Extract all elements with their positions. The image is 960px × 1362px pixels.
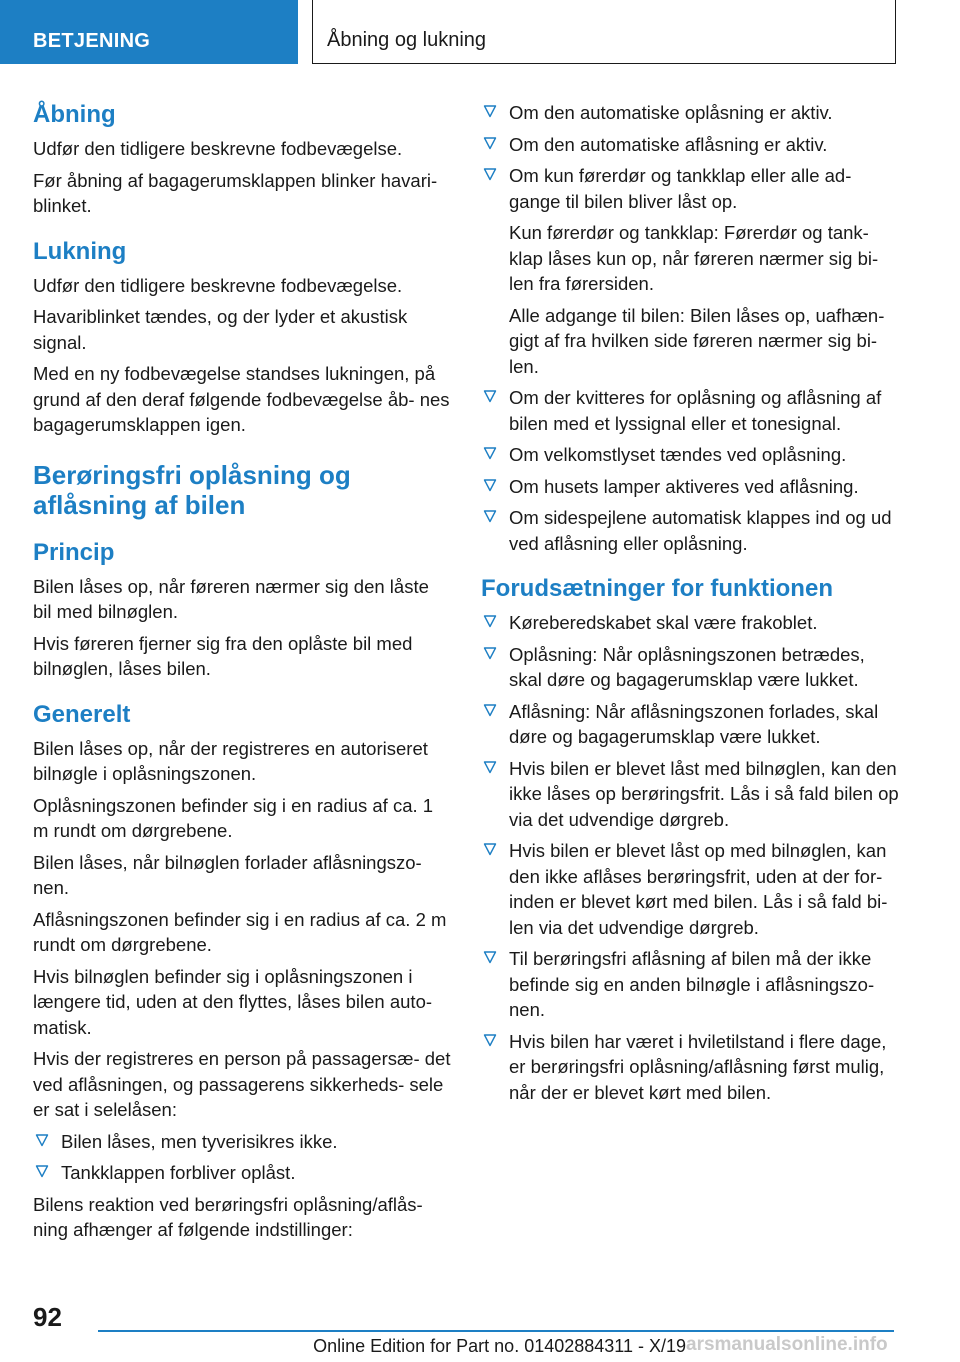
heading-forudsaetninger: Forudsætninger for funktionen — [481, 575, 833, 602]
paragraph: Oplåsningszonen befinder sig i en radius af ca. 1 m rundt om dørgrebene. — [33, 794, 434, 841]
list-item — [481, 838, 899, 940]
triangle-bullet-icon — [35, 1164, 49, 1178]
list-item-text: Hvis bilen er blevet låst med bilnøglen, kan den ikke låses op berøringsfrit. Lås i så fald bilen op via det udvendige dørgreb. — [509, 757, 899, 830]
right-column — [481, 100, 899, 1111]
list-item — [481, 756, 899, 833]
list-item — [481, 699, 899, 750]
triangle-bullet-icon — [483, 104, 497, 118]
list-item — [481, 1029, 899, 1106]
triangle-bullet-icon — [35, 1133, 49, 1147]
paragraph: Med en ny fodbevægelse standses lukningen, på grund af den deraf følgende fodbevægelse åb- nes bagagerumsklappen igen. — [33, 363, 450, 435]
list-item — [481, 385, 899, 436]
page-number: 92 — [33, 1302, 62, 1332]
footer-divider — [98, 1330, 894, 1332]
list-item — [481, 163, 899, 214]
heading-aabning: Åbning — [33, 101, 116, 128]
triangle-bullet-icon — [483, 389, 497, 403]
list-item — [481, 505, 899, 556]
footer-edition: Online Edition for Part no. 01402884311 - X/19 — [313, 1336, 686, 1356]
list-item-text: Hvis bilen har været i hviletilstand i flere dage, er berøringsfri oplåsning/aflåsning først mulig, når der er blevet kørt med bilen. — [509, 1030, 887, 1103]
list-item-text: Om husets lamper aktiveres ved aflåsning. — [509, 475, 859, 497]
triangle-bullet-icon — [483, 478, 497, 492]
paragraph: Før åbning af bagagerumsklappen blinker havari- blinket. — [33, 169, 438, 216]
triangle-bullet-icon — [483, 842, 497, 856]
list-item-text: Bilen låses, men tyverisikres ikke. — [61, 1130, 338, 1152]
sub-paragraph: Kun førerdør og tankklap: Førerdør og tank- klap låses kun op, når føreren nærmer sig bi- len fra førersiden. — [509, 222, 879, 294]
list-item — [481, 100, 899, 126]
list-item-text: Om der kvitteres for oplåsning og aflåsning af bilen med et lyssignal eller et tonesignal. — [509, 387, 882, 434]
list-item — [33, 1129, 451, 1155]
list-item-text: Tankklappen forbliver oplåst. — [61, 1162, 296, 1183]
header-section-label: BETJENING — [0, 0, 298, 64]
paragraph: Bilens reaktion ved berøringsfri oplåsning/aflås- ning afhænger af følgende indstillinger: — [33, 1193, 423, 1240]
triangle-bullet-icon — [483, 1033, 497, 1047]
list-item-text: Hvis bilen er blevet låst op med bilnøglen, kan den ikke aflåses berøringsfrit, uden at der for- inden er blevet kørt med bilen. Lås i så fald bi- len via det udvendige dørgreb. — [509, 840, 888, 938]
triangle-bullet-icon — [483, 703, 497, 717]
paragraph: Hvis der registreres en person på passagersæ- det ved aflåsningen, og passagerens sikkerheds- sele er sat i selelåsen: — [33, 1048, 451, 1120]
triangle-bullet-icon — [483, 760, 497, 774]
sub-paragraph: Alle adgange til bilen: Bilen låses op, uafhæn- gigt af fra hvilken side føreren nærmer sig bi- len. — [509, 304, 885, 377]
paragraph: Aflåsningszonen befinder sig i en radius af ca. 2 m rundt om dørgrebene. — [33, 908, 447, 955]
paragraph: Bilen låses op, når der registreres en autoriseret bilnøgle i oplåsningszonen. — [33, 737, 428, 784]
list-item-text: Om kun førerdør og tankklap eller alle ad- gange til bilen bliver låst op. — [509, 165, 852, 212]
left-column — [33, 100, 451, 1249]
triangle-bullet-icon — [483, 136, 497, 150]
paragraph: Havariblinket tændes, og der lyder et akustisk signal. — [33, 306, 408, 353]
list-item — [481, 132, 899, 158]
triangle-bullet-icon — [483, 614, 497, 628]
triangle-bullet-icon — [483, 509, 497, 523]
list-item-text: Om sidespejlene automatisk klappes ind og ud ved aflåsning eller oplåsning. — [509, 507, 892, 554]
paragraph: Bilen låses op, når føreren nærmer sig den låste bil med bilnøglen. — [33, 575, 429, 622]
paragraph: Udfør den tidligere beskrevne fodbevægelse. — [33, 138, 403, 159]
list-item-text: Om den automatiske oplåsning er aktiv. — [509, 102, 833, 123]
list-item — [481, 442, 899, 468]
list-item-text: Til berøringsfri aflåsning af bilen må der ikke befinde sig en anden bilnøgle i aflåsningszo- nen. — [509, 948, 875, 1020]
list-item-text: Oplåsning: Når oplåsningszonen betrædes, skal døre og bagagerumsklap være lukket. — [509, 643, 865, 690]
list-item — [481, 946, 899, 1023]
triangle-bullet-icon — [483, 950, 497, 964]
list-item-text: Om velkomstlyset tændes ved oplåsning. — [509, 444, 847, 465]
paragraph: Bilen låses, når bilnøglen forlader aflåsningszo- nen. — [33, 851, 422, 898]
list-item-text: Aflåsning: Når aflåsningszonen forlades, skal døre og bagagerumsklap være lukket. — [509, 700, 879, 747]
triangle-bullet-icon — [483, 646, 497, 660]
list-item — [481, 474, 899, 500]
list-item — [481, 610, 899, 636]
paragraph: Udfør den tidligere beskrevne fodbevægelse. — [33, 274, 403, 296]
heading-beroeringsfri: Berøringsfri oplåsning og aflåsning af bilen — [33, 459, 351, 520]
list-item-text: Køreberedskabet skal være frakoblet. — [509, 612, 818, 633]
triangle-bullet-icon — [483, 167, 497, 181]
list-item — [33, 1160, 451, 1186]
paragraph: Hvis bilnøglen befinder sig i oplåsningszonen i længere tid, uden at den flyttes, låses bilen auto- matisk. — [33, 965, 433, 1038]
heading-lukning: Lukning — [33, 237, 127, 265]
watermark: arsmanualsonline.info — [686, 1334, 888, 1355]
heading-generelt: Generelt — [33, 700, 131, 728]
header-chapter-title: Åbning og lukning — [312, 0, 896, 64]
triangle-bullet-icon — [483, 446, 497, 460]
heading-princip: Princip — [33, 538, 115, 566]
list-item-text: Om den automatiske aflåsning er aktiv. — [509, 133, 828, 155]
list-item — [481, 642, 899, 693]
paragraph: Hvis føreren fjerner sig fra den oplåste bil med bilnøglen, låses bilen. — [33, 632, 413, 679]
